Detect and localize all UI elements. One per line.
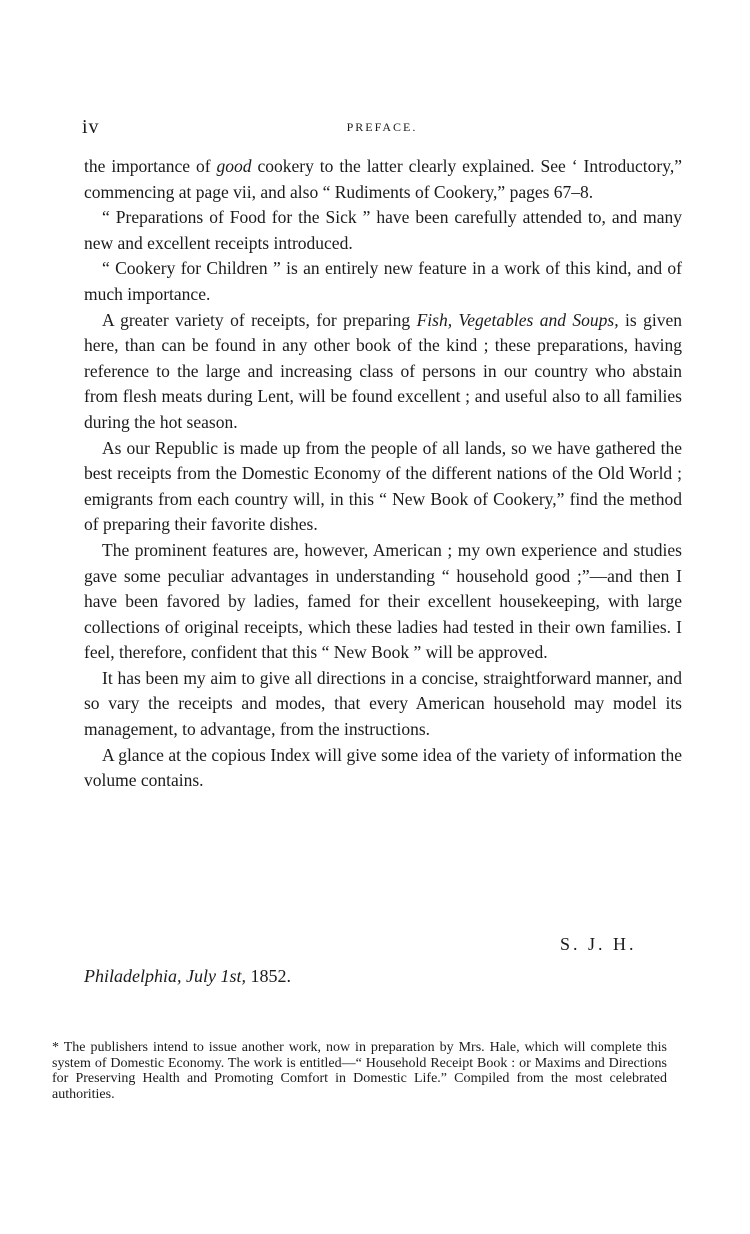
dateline [84, 966, 291, 987]
paragraph-children: “ Cookery for Children ” is an entirely new feature in a work of this kind, and of much importance. [84, 258, 682, 304]
dateline-place: Philadelphia, July 1st, [84, 966, 246, 986]
paragraph-american: The prominent features are, however, American ; my own experience and studies gave some peculiar advantages in understanding “ household good ;”—and then I have been favored by ladies, famed for their excellent housekeeping, with large collections of original receipts, which these ladies had tested in their own families. I feel, therefore, confident that this “ New Book ” will be approved. [84, 539, 682, 663]
text-run: is given here, than can be found in any other book of the kind ; these preparations, having reference to the large and increasing class of persons in our country who abstain from flesh meats during Lent, will be found excellent ; and useful also to all families during the hot season. [84, 309, 682, 432]
text-run: A greater variety of receipts, for preparing [102, 309, 417, 330]
dateline-year: 1852. [245, 966, 291, 986]
paragraph-continued [84, 154, 682, 205]
running-title: PREFACE. [346, 120, 418, 134]
italic-run: Vegetables and Soups, [458, 309, 619, 330]
page-number: iv [82, 116, 100, 138]
paragraph-fish-vegetables [84, 308, 682, 436]
running-head [82, 116, 682, 140]
paragraph-index: A glance at the copious Index will give some idea of the variety of information the volume contains. [84, 744, 682, 791]
italic-run: good [216, 156, 252, 176]
italic-run: Fish, [416, 309, 453, 330]
author-initials: S. J. H. [560, 934, 637, 954]
paragraph-sick-food: “ Preparations of Food for the Sick ” have been carefully attended to, and many new and excellent receipts introduced. [84, 207, 682, 253]
text-run: the importance of [84, 156, 217, 176]
text-run: cookery to the latter clearly explained. See ‘ Introductory,” commencing at page vii, and also “ Rudiments of Cookery,” pages 67–8. [84, 156, 682, 202]
footnote: * The publishers intend to issue another work, now in preparation by Mrs. Hale, which will complete this system of Domestic Economy. The work is entitled—“ Household Receipt Book : or Maxims and Directions for Preserving Health and Promoting Comfort in Domestic Life.” Compiled from the most celebrated authorities. [52, 1040, 667, 1102]
preface-body [84, 154, 682, 794]
paragraph-aim: It has been my aim to give all directions in a concise, straightforward manner, and so vary the receipts and modes, that every American household may model its management, to advantage, from the instructions. [84, 667, 682, 740]
paragraph-republic: As our Republic is made up from the people of all lands, so we have gathered the best receipts from the Domestic Economy of the different nations of the Old World ; emigrants from each country will, in this “ New Book of Cookery,” find the method of preparing their favorite dishes. [84, 437, 682, 535]
